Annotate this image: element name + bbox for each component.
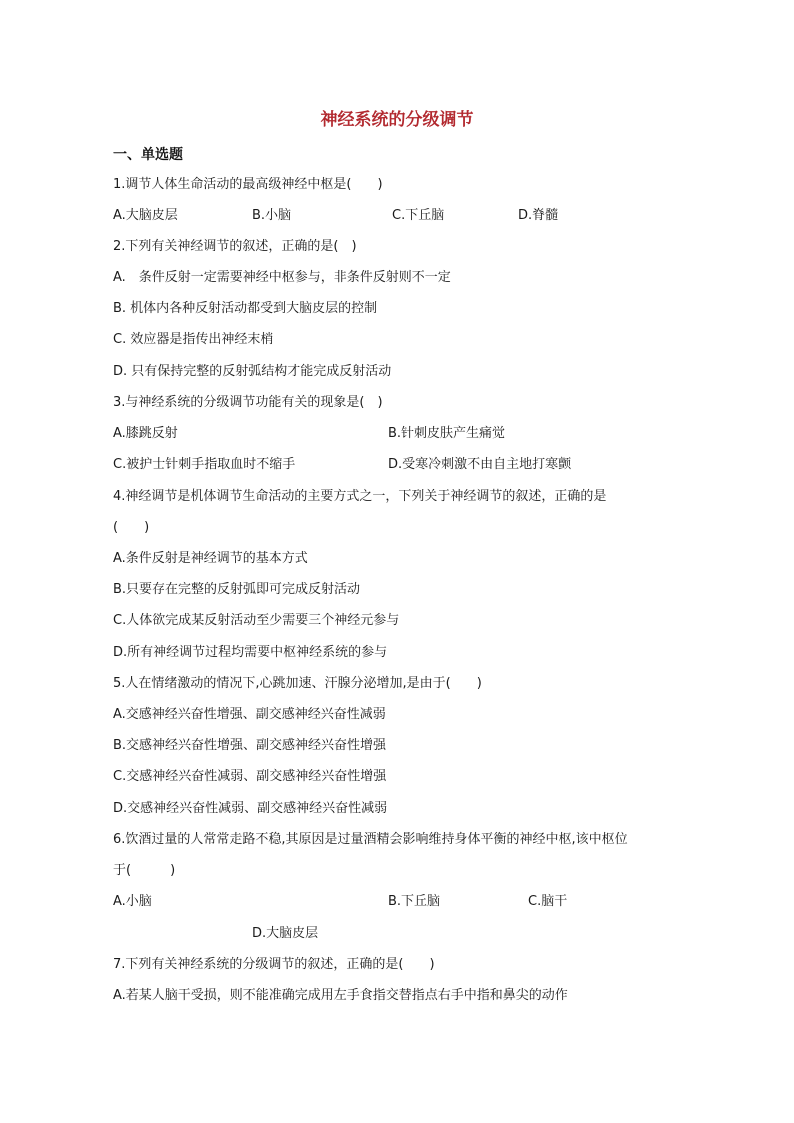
question-4-option-d: D.所有神经调节过程均需要中枢神经系统的参与 [113,645,388,660]
question-3-option-d: D.受寒冷刺激不由自主地打寒颤 [388,457,572,472]
section-heading: 一、单选题 [113,147,183,163]
question-3-stem: 3.与神经系统的分级调节功能有关的现象是( ) [113,395,383,410]
question-2-option-b: B. 机体内各种反射活动都受到大脑皮层的控制 [113,301,378,316]
question-3-option-a: A.膝跳反射 [113,426,178,441]
question-1-option-b: B.小脑 [252,208,292,223]
question-1-option-d: D.脊髓 [518,208,559,223]
question-6-stem: 6.饮酒过量的人常常走路不稳,其原因是过量酒精会影响维持身体平衡的神经中枢,该中枢位 [113,832,628,847]
question-2-option-d: D. 只有保持完整的反射弧结构才能完成反射活动 [113,364,392,379]
question-2-option-a: A. 条件反射一定需要神经中枢参与，非条件反射则不一定 [113,270,451,285]
question-7-stem: 7.下列有关神经系统的分级调节的叙述，正确的是( ) [113,957,435,972]
page-title: 神经系统的分级调节 [320,110,474,130]
question-5-stem: 5.人在情绪激动的情况下,心跳加速、汗腺分泌增加,是由于( ) [113,676,482,691]
question-4-option-c: C.人体欲完成某反射活动至少需要三个神经元参与 [113,613,400,628]
question-2-stem: 2.下列有关神经调节的叙述，正确的是( ) [113,239,357,254]
question-5-option-b: B.交感神经兴奋性增强、副交感神经兴奋性增强 [113,738,387,753]
question-6-option-d: D.大脑皮层 [252,926,319,941]
question-1-option-a: A.大脑皮层 [113,208,178,223]
question-4-stem-cont: ( ) [113,520,150,535]
question-4-option-a: A.条件反射是神经调节的基本方式 [113,551,308,566]
question-6-option-b: B.下丘脑 [388,894,441,909]
question-3-option-c: C.被护士针刺手指取血时不缩手 [113,457,296,472]
question-6-option-a: A.小脑 [113,894,152,909]
question-6-stem-cont: 于( ) [113,863,176,878]
question-5-option-a: A.交感神经兴奋性增强、副交感神经兴奋性减弱 [113,707,386,722]
question-4-stem: 4.神经调节是机体调节生命活动的主要方式之一，下列关于神经调节的叙述，正确的是 [113,489,607,504]
question-7-option-a: A.若某人脑干受损，则不能准确完成用左手食指交替指点右手中指和鼻尖的动作 [113,988,568,1003]
question-5-option-c: C.交感神经兴奋性减弱、副交感神经兴奋性增强 [113,769,387,784]
question-4-option-b: B.只要存在完整的反射弧即可完成反射活动 [113,582,361,597]
question-5-option-d: D.交感神经兴奋性减弱、副交感神经兴奋性减弱 [113,801,388,816]
question-3-option-b: B.针刺皮肤产生痛觉 [388,426,506,441]
question-6-option-c: C.脑干 [528,894,568,909]
question-1-stem: 1.调节人体生命活动的最高级神经中枢是( ) [113,177,383,192]
question-1-option-c: C.下丘脑 [392,208,445,223]
question-2-option-c: C. 效应器是指传出神经末梢 [113,332,274,347]
